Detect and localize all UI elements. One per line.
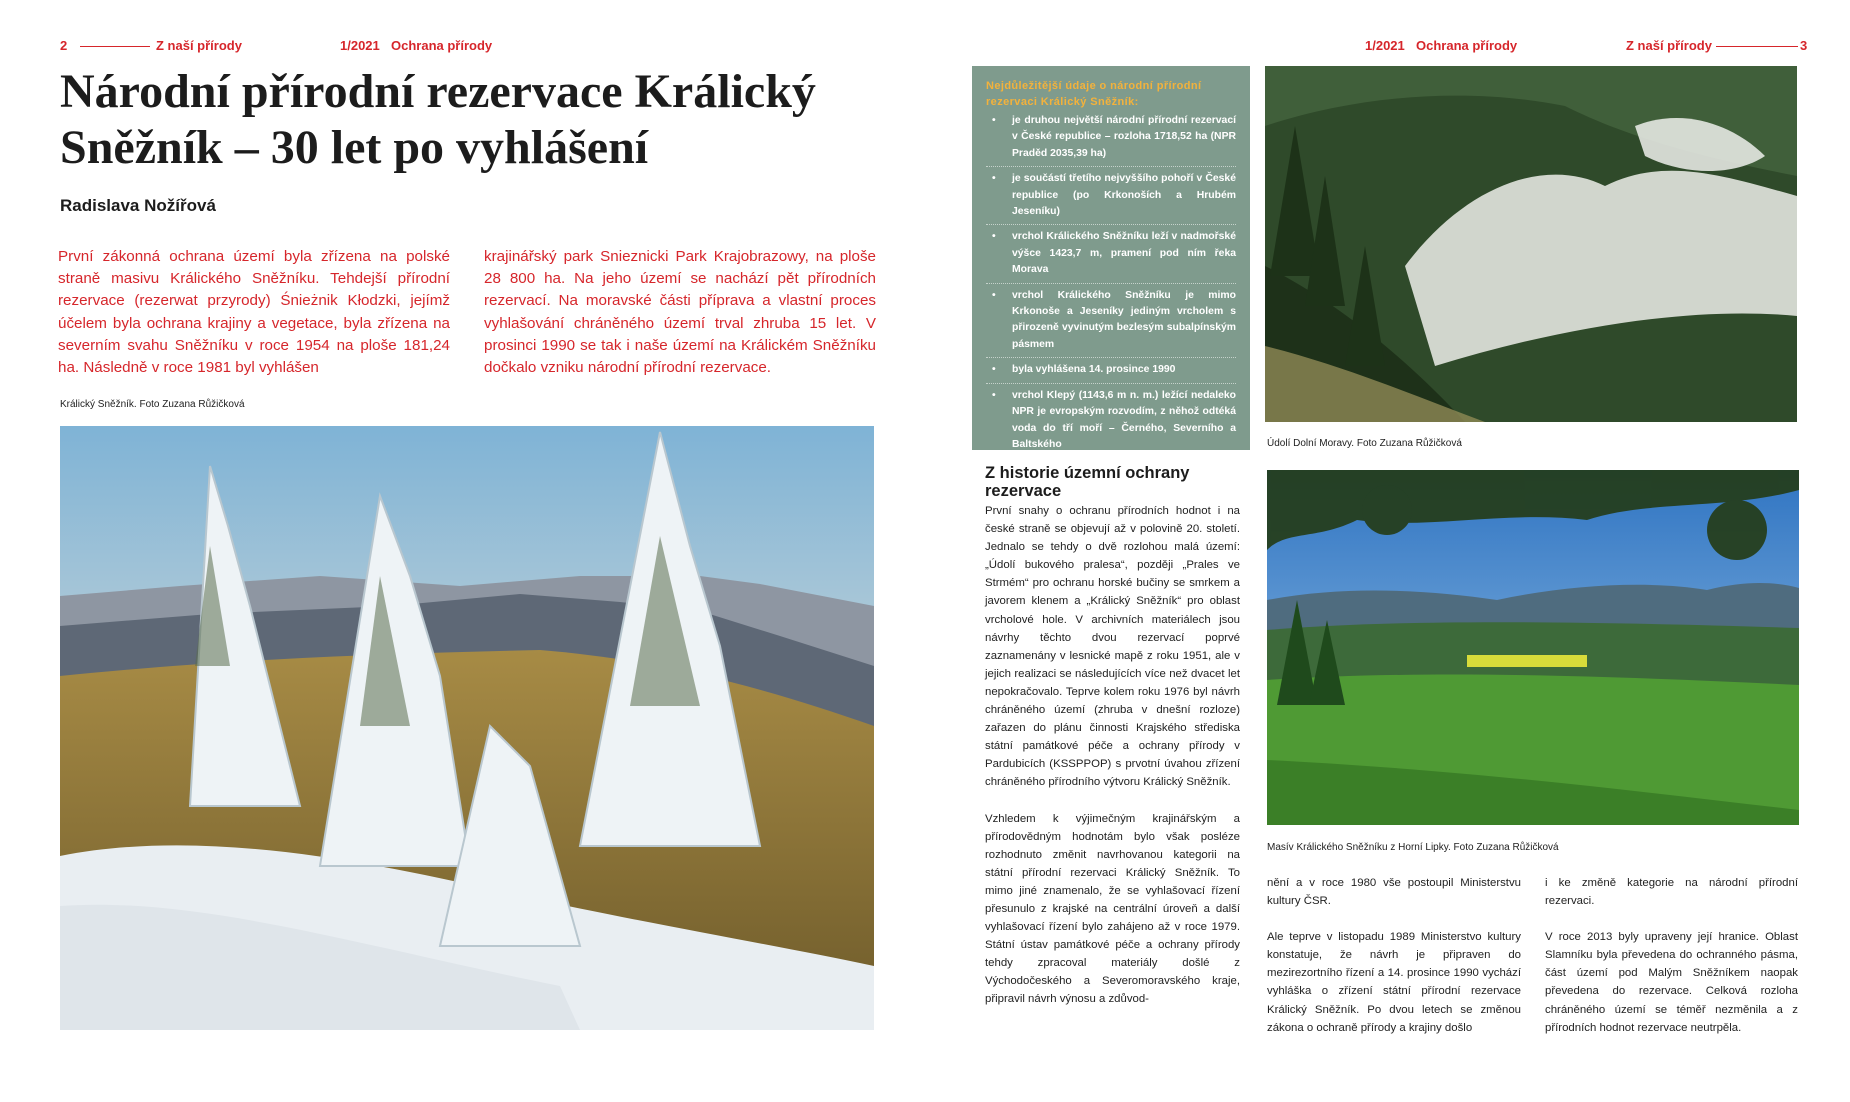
- valley-photo-misty-forest: [1265, 66, 1797, 422]
- history-paragraph: Vzhledem k výjimečným krajinářským a přírodovědným hodnotám bylo však posléze rozhodnuto změnit navrhovanou kategorii na státní přírodní rezervaci Králický Sněžník. To mimo jiné znamenalo, že se vyhlašovací řízení přesunulo z krajské na centrální úroveň a další vyhlašovací řízení bylo zahájeno až v roce 1979. Státní ústav památkové péče a ochrany přírody tehdy zpracoval materiály došlé z Východočeského a Severomoravského kraje, připravil návrh výnosu a zdůvod-: [985, 812, 1240, 1006]
- key-facts-list: [986, 113, 1236, 457]
- page-number-right: 3: [1800, 38, 1808, 53]
- massif-photo-caption: Masív Králického Sněžníku z Horní Lipky. Foto Zuzana Růžičková: [1267, 842, 1559, 853]
- history-paragraph: i ke změně kategorie na národní přírodní rezervaci.: [1545, 877, 1798, 908]
- key-fact-item: • je druhou největší národní přírodní rezervací v České republice – rozloha 1718,52 ha (NPR Praděd 2035,39 ha): [986, 113, 1236, 167]
- lead-column-1: První zákonná ochrana území byla zřízena na polské straně masivu Králického Sněžníku. Tehdejší přírodní rezervace (rezerwat przyrody) Śnieżnik Kłodzki, jejímž účelem byla ochrana krajiny a vegetace, byla zřízena na severním svahu Sněžníku v roce 1954 na ploše 181,24 ha. Následně v roce 1981 byl vyhlášen: [58, 248, 450, 377]
- page-number-left: 2: [60, 38, 68, 53]
- key-fact-item: • vrchol Klepý (1143,6 m n. m.) ležící nedaleko NPR je evropským rozvodím, z něhož odtéká voda do tří moří – Černého, Severního a Baltského: [992, 389, 1236, 450]
- history-paragraph: První snahy o ochranu přírodních hodnot i na české straně se objevují až v polovině 20. století. Jednalo se tehdy o dvě rozlohou malá území: „Údolí bukového pralesa“, později „Prales ve Strmém“ pro ochranu horské bučiny se smrkem a javorem klenem a „Králický Sněžník“ pro oblast vrcholové hole. V archivních materiálech jsou návrhy těchto dvou rezervací poprvé zaznamenány v lesnické mapě z roku 1951, ale v jejich realizaci se následujících více než dvacet let nepokračovalo. Teprve kolem roku 1976 byl návrh chráněného území (zhruba v dnešní rozloze) zařazen do plánu činnosti Krajského střediska státní památkové péče a ochrany přírody v Pardubicích (KSSPPOP) s prvotní úvahou zřízení chráněného přírodního výtvoru Králický Sněžník.: [985, 505, 1240, 789]
- history-heading: Z historie územní ochrany rezervace: [985, 464, 1190, 500]
- key-fact-item: • vrchol Králického Sněžníku leží v nadmořské výšce 1423,7 m, pramení pod ním řeka Morava: [986, 229, 1236, 283]
- section-label-right: Z naší přírody: [1626, 38, 1712, 53]
- magazine-label-right: Ochrana přírody: [1416, 38, 1518, 53]
- key-fact-item: • byla vyhlášena 14. prosince 1990: [986, 362, 1236, 383]
- history-column-2: [1267, 874, 1521, 1037]
- key-facts-box: [972, 66, 1250, 450]
- article-title: Národní přírodní rezervace Králický Sněžník – 30 let po vyhlášení: [60, 65, 816, 174]
- issue-label-right: 1/2021: [1365, 38, 1405, 53]
- history-column-3: [1545, 874, 1798, 1037]
- history-paragraph: V roce 2013 byly upraveny její hranice. Oblast Slamníku byla převedena do ochranného pásma, část území pod Malým Sněžníkem naopak převedena do rezervace. Celková rozloha chráněného území se téměř nezměnila a z přírodních hodnot rezervace neutrpěla.: [1545, 931, 1798, 1034]
- lead-column-2: krajinářský park Snieznicki Park Krajobrazowy, na ploše 28 800 ha. Na jeho území se nachází pět přírodních rezervací. Na moravské části příprava a vlastní proces vyhlašování chráněného území trval zhruba 15 let. V prosinci 1990 se tak i naše území na Králickém Sněžníku dočkalo vzniku národní přírodní rezervace.: [484, 248, 876, 377]
- main-photo-caption: Králický Sněžník. Foto Zuzana Růžičková: [60, 399, 245, 410]
- magazine-label-left: Ochrana přírody: [391, 38, 493, 53]
- section-label-left: Z naší přírody: [156, 38, 242, 53]
- key-fact-item: • je součástí třetího nejvyššího pohoří v České republice (po Krkonoších a Hrubém Jeseníku): [986, 171, 1236, 225]
- main-photo-snowy-spruces: [60, 426, 874, 1030]
- key-fact-item: • vrchol Králického Sněžníku je mimo Krkonoše a Jeseníky jediným vrcholem s přirozeně vyvinutým bezlesým subalpínským pásmem: [986, 288, 1236, 359]
- history-column-1: [985, 502, 1240, 1009]
- issue-label-left: 1/2021: [340, 38, 380, 53]
- massif-photo-meadows: [1267, 470, 1799, 825]
- valley-photo-caption: Údolí Dolní Moravy. Foto Zuzana Růžičková: [1267, 438, 1462, 449]
- article-author: Radislava Nožířová: [60, 196, 216, 215]
- history-paragraph: Ale teprve v listopadu 1989 Ministerstvo kultury konstatuje, že návrh je připraven do mezirezortního řízení a 14. prosince 1990 vychází vyhláška o zřízení státní přírodní rezervace Králický Sněžník. Po dvou letech se změnou zákona o ochraně přírody a krajiny došlo: [1267, 931, 1521, 1034]
- header-rule-right: [1716, 46, 1798, 47]
- history-paragraph: nění a v roce 1980 vše postoupil Ministerstvu kultury ČSR.: [1267, 877, 1521, 908]
- key-facts-heading: Nejdůležitější údaje o národní přírodní rezervaci Králický Sněžník:: [986, 80, 1202, 108]
- header-rule-left: [80, 46, 150, 47]
